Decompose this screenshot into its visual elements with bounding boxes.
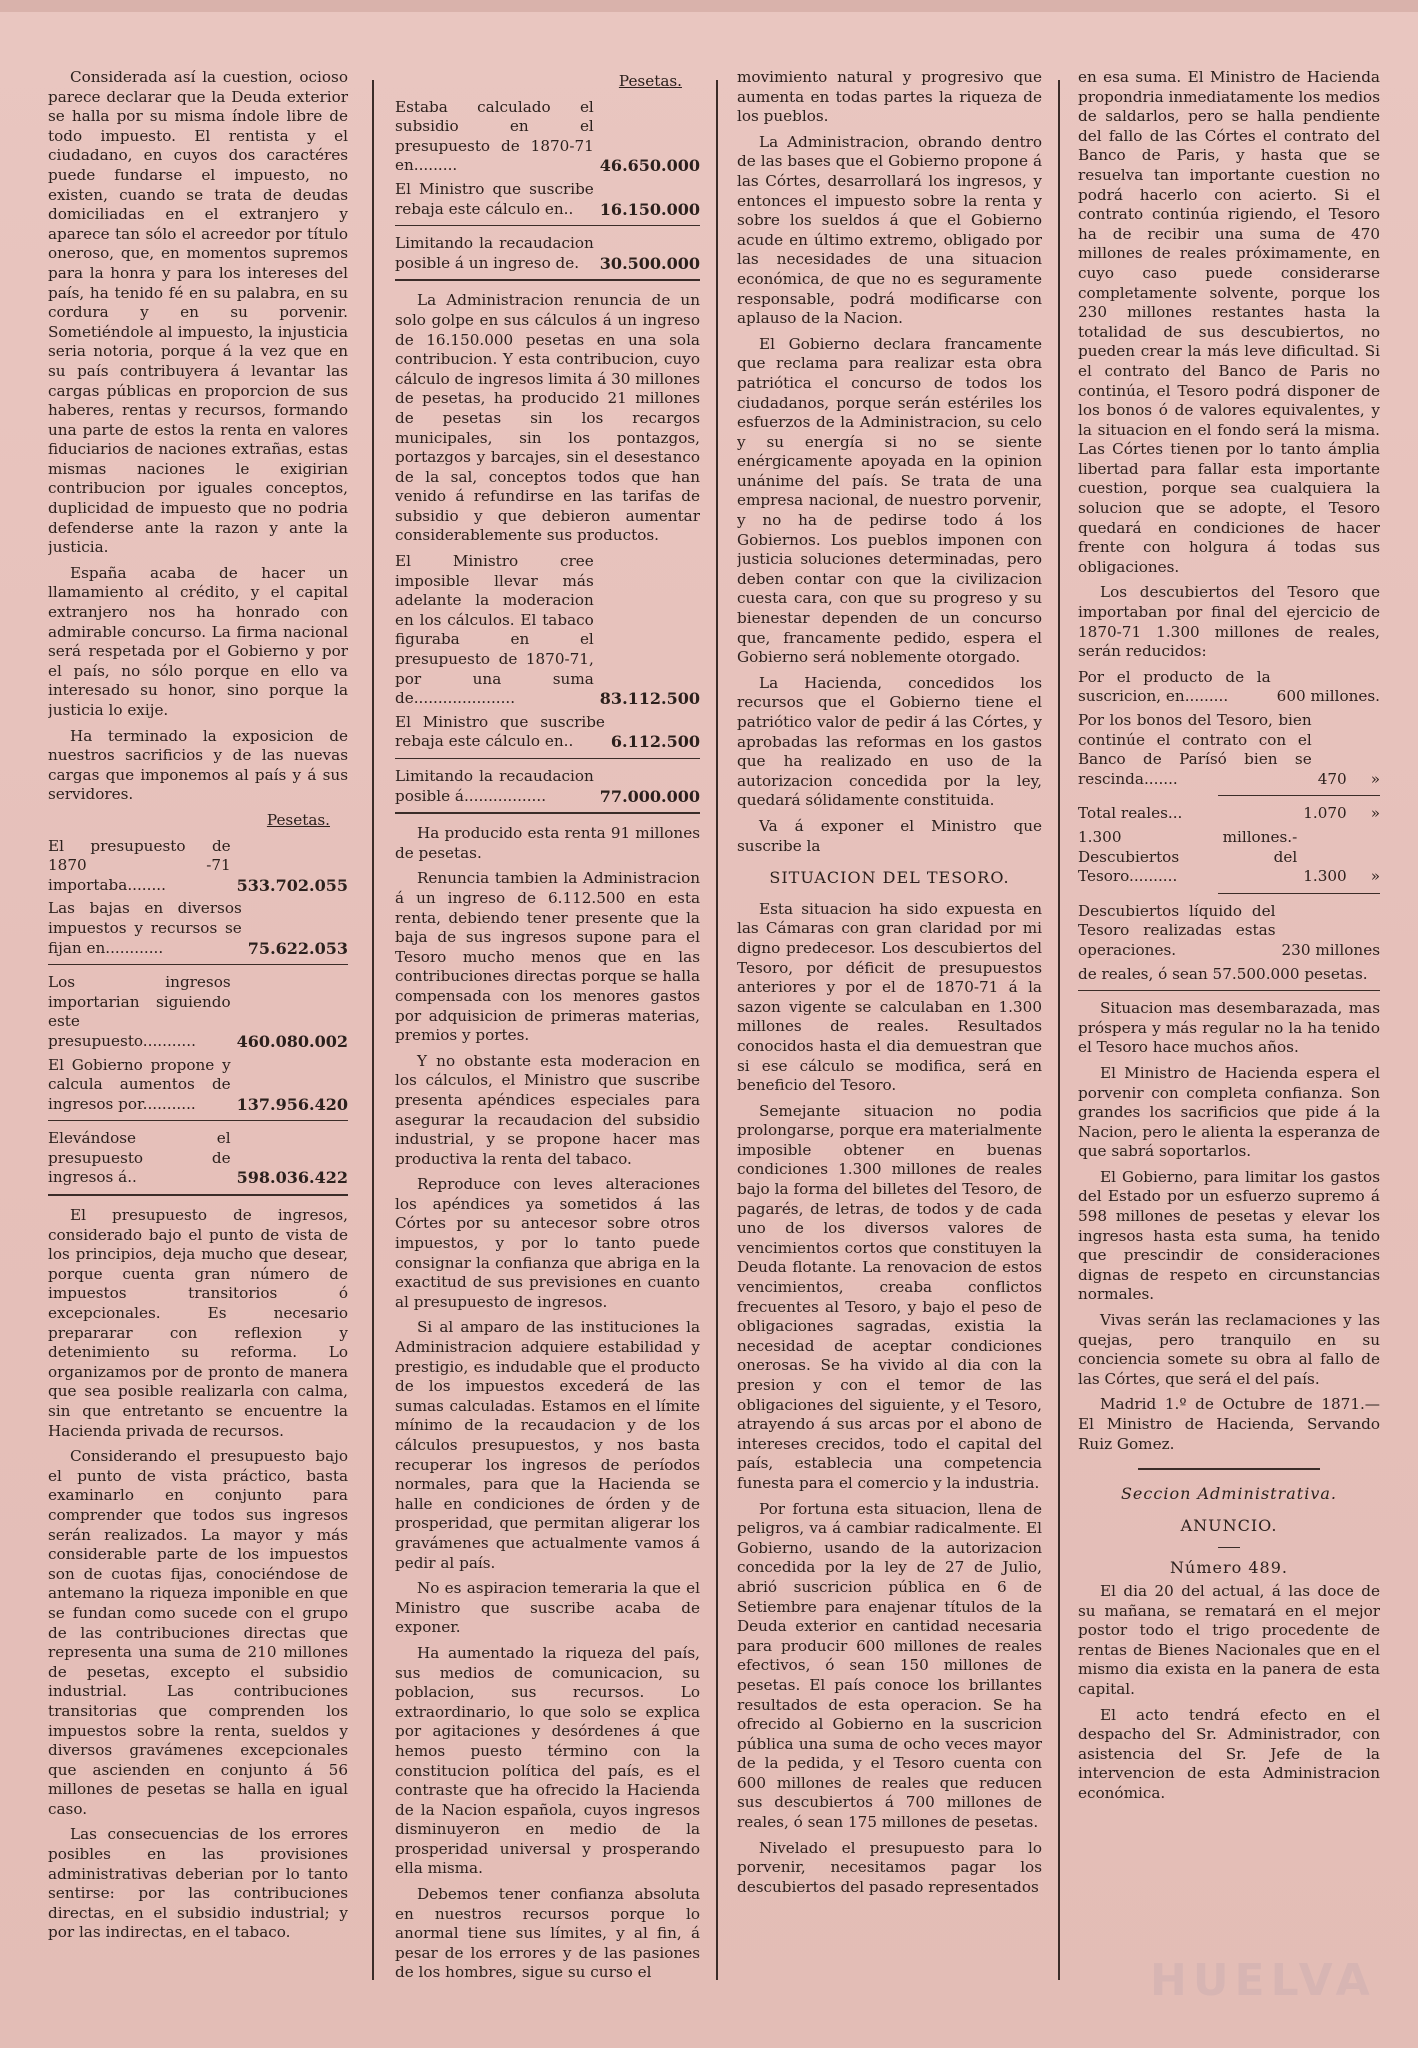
paragraph: La Administracion renuncia de un solo golpe en sus cálculos á un ingreso de 16.150.000 pesetas en una sola contribucion. Y esta contribucion, cuyo cálculo de ingresos limita á 30 millones de pesetas, ha producido 21 millones de pesetas sin los recargos municipales, sin los pontazgos, portazgos y barcajes, sin el desestanco de la sal, conceptos todos que han venido á refundirse en las tarifas de subsidio y que debieron aumentar considerablemente sus productos. xyxy=(395,291,700,545)
budget-row xyxy=(48,973,348,1051)
row-label: El Gobierno propone y calcula aumentos de ingresos por........... xyxy=(48,1055,231,1113)
row-amount: 6.112.500 xyxy=(610,732,700,752)
budget-row xyxy=(48,837,348,896)
budget-row xyxy=(48,1056,348,1115)
treasury-row xyxy=(1078,668,1380,707)
section-rule xyxy=(1138,1468,1320,1470)
paragraph: Va á exponer el Ministro que suscribe la xyxy=(737,816,1042,855)
short-rule xyxy=(1218,1547,1240,1548)
paragraph: El Gobierno, para limitar los gastos del Estado por un esfuerzo supremo á 598 millones de pesetas y elevar los ingresos hasta esta suma, ha tenido que prescindir de consideraciones dignas de respeto en circunstancias normales. xyxy=(1078,1167,1380,1304)
paragraph: Por fortuna esta situacion, llena de peligros, va á cambiar radicalmente. El Gobierno, usando de la autorizacion concedida por la ley de 27 de Julio, abrió suscricion pública en 6 de Setiembre para enajenar títulos de la Deuda exterior en cantidad necesaria para producir 600 millones de reales efectivos, ó sean 150 millones de pesetas. El país conoce los brillantes resultados de esta operacion. Se ha ofrecido al Gobierno en la suscricion pública una suma de ocho veces mayor de la pedida, y el Tesoro cuenta con 600 millones de reales que reducen sus descubiertos á 700 millones de reales, ó sean 175 millones de pesetas. xyxy=(737,1499,1042,1832)
paragraph: No es aspiracion temeraria la que el Ministro que suscribe acaba de exponer. xyxy=(395,1579,700,1637)
paragraph: El Gobierno declara francamente que reclama para realizar esta obra patriótica el concurso de todos los ciudadanos, porque serán estériles los esfuerzos de la Administracion, su celo y su energía si no se siente enérgicamente apoyada en la opinion unánime del país. Se trata de una empresa nacional, de nuestro porvenir, y no ha de pedirse todo á los Gobiernos. Los pueblos imponen con justicia soluciones determinadas, pero deben contar con que la civilizacion cuesta cara, con que su progreso y su bienestar dependen de un concurso que, francamente pedido, espera el Gobierno será noblemente otorgado. xyxy=(737,334,1042,667)
paragraph: movimiento natural y progresivo que aumenta en todas partes la riqueza de los pueblos. xyxy=(737,68,1042,126)
paragraph: Ha terminado la exposicion de nuestros sacrificios y de las nuevas cargas que imponemos al país y á sus servidores. xyxy=(48,726,348,804)
treasury-row xyxy=(1078,804,1380,824)
row-amount: 1.300 xyxy=(1303,867,1347,886)
row-label: Por los bonos del Tesoro, bien continúe el contrato con el Banco de Parísó bien se rescinda....... xyxy=(1078,711,1312,788)
pesetas-heading: Pesetas. xyxy=(618,72,682,90)
signature: Madrid 1.º de Octubre de 1871.— El Ministro de Hacienda, Servando Ruiz Gomez. xyxy=(1078,1395,1380,1453)
sum-rule xyxy=(1218,795,1380,796)
budget-row xyxy=(395,180,700,219)
paragraph: Ha producido esta renta 91 millones de pesetas. xyxy=(395,824,700,862)
section-heading: Seccion Administrativa. xyxy=(1120,1484,1338,1504)
budget-row xyxy=(395,98,700,176)
row-label: Los ingresos importarian siguiendo este presupuesto........... xyxy=(48,973,231,1050)
paragraph: en esa suma. El Ministro de Hacienda propondria inmediatamente los medios de saldarlos, pero se halla pendiente del fallo de las Córtes el contrato del Banco de Paris, y hasta que se resuelva tan importante cuestion no podrá hacerlo con acierto. Si el contrato continúa rigiendo, el Tesoro ha de recibir una suma de 470 millones de reales próximamente, en cuyo caso puede considerarse completamente solvente, porque los 230 millones restantes hasta la totalidad de sus descubiertos, no pueden crear la más leve dificultad. Si el contrato del Banco de Paris no continúa, el Tesoro podrá disponer de los bonos ó de valores equivalentes, y la situacion en el fondo será la misma. Las Córtes tienen por lo tanto ámplia libertad para fallar esta importante cuestion, porque sea cualquiera la solucion que se adopte, el Tesoro quedará en condiciones de hacer frente con holgura á todas sus obligaciones. xyxy=(1078,68,1380,576)
column-3 xyxy=(737,68,1042,1998)
paragraph: Renuncia tambien la Administracion á un ingreso de 6.112.500 en esta renta, debiendo tener presente que la baja de sus ingresos supone para el Tesoro mucho menos que en las contribuciones directas porque se halla compensada con los menores gastos por adquisicion de primeras materias, premios y portes. xyxy=(395,869,700,1045)
column-divider xyxy=(1058,80,1060,1980)
row-amount: 83.112.500 xyxy=(599,689,700,709)
paragraph: Las consecuencias de los errores posibles en las provisiones administrativas deberian por lo tanto sentirse: por las contribuciones directas, en el subsidio industrial; y por las indirectas, en el tabaco. xyxy=(48,1825,348,1942)
ditto-mark: » xyxy=(1370,804,1380,823)
row-amount: 30.500.000 xyxy=(599,253,700,273)
paragraph: Si al amparo de las instituciones la Administracion adquiere estabilidad y prestigio, es indudable que el producto de los impuestos excederá de las sumas calculadas. Estamos en el límite mínimo de la recaudacion y de los cálculos presupuestos, y nos basta recuperar los ingresos de períodos normales, para que la Hacienda se halle en condiciones de órden y de prosperidad, que permitan aligerar los gravámenes que actualmente vamos á pedir al país. xyxy=(395,1318,700,1572)
paragraph: La Administracion, obrando dentro de las bases que el Gobierno propone á las Córtes, desarrollará los ingresos, y entonces el impuesto sobre la renta y sobre los sueldos á que el Gobierno acude en último extremo, obligado por las necesidades de una situacion económica, de que no es seguramente responsable, podrá modificarse con aplauso de la Nacion. xyxy=(737,132,1042,328)
paragraph: La Hacienda, concedidos los recursos que el Gobierno tiene el patriótico valor de pedir á las Córtes, y aprobadas las reformas en los gastos que ha realizado en uso de la autorizacion concedida por la ley, quedará sólidamente constituida. xyxy=(737,673,1042,810)
sum-rule xyxy=(395,758,700,759)
section-rule xyxy=(395,812,700,814)
paragraph: España acaba de hacer un llamamiento al crédito, y el capital extranjero nos ha honrado con admirable concurso. La firma nacional será respetada por el Gobierno y por el país, no sólo porque en ello va interesado su honor, sino porque la justicia lo exije. xyxy=(48,563,348,719)
row-label: 1.300 millones.- Descubiertos del Tesoro.......... xyxy=(1078,827,1298,886)
budget-row xyxy=(48,1129,348,1188)
section-rule xyxy=(395,279,700,281)
row-amount: 77.000.000 xyxy=(599,786,700,806)
notice-heading: ANUNCIO. xyxy=(1180,1515,1278,1535)
budget-row xyxy=(395,234,700,273)
budget-row xyxy=(48,899,348,958)
row-amount: 470 xyxy=(1317,769,1347,788)
row-amount: 46.650.000 xyxy=(599,156,700,176)
paragraph: El acto tendrá efecto en el despacho del Sr. Administrador, con asistencia del Sr. Jefe de la intervencion de esta Administracion económica. xyxy=(1078,1705,1380,1802)
row-amount: 16.150.000 xyxy=(599,199,700,219)
paragraph: Debemos tener confianza absoluta en nuestros recursos porque lo anormal tiene sus límites, y al fin, á pesar de los errores y de las pasiones de los hombres, sigue su curso el xyxy=(395,1885,700,1982)
paragraph: Nivelado el presupuesto para lo porvenir, necesitamos pagar los descubiertos del pasado representados xyxy=(737,1838,1042,1896)
column-1 xyxy=(48,68,348,1998)
paragraph: Esta situacion ha sido expuesta en las Cámaras con gran claridad por mi digno predecesor. Los descubiertos del Tesoro, por déficit de presupuestos anteriores y por el de 1870-71 á la sazon vigente se calculaban en 1.300 millones de reales. Resultados conocidos hasta el dia demuestran que si ese cálculo se modifica, será en beneficio del Tesoro. xyxy=(737,899,1042,1095)
page-top-edge xyxy=(0,0,1418,12)
paragraph: Reproduce con leves alteraciones los apéndices ya sometidos á las Córtes por su antecesor sobre otros impuestos, y por lo tanto puede consignar la confianza que abriga en la exactitud de sus previsiones en cuanto al presupuesto de ingresos. xyxy=(395,1175,700,1311)
row-label: Por el producto de la suscricion, en......... xyxy=(1078,667,1271,706)
notice-number: Número 489. xyxy=(1170,1558,1288,1578)
row-label: Limitando la recaudacion posible á un ingreso de. xyxy=(395,234,594,272)
section-heading: SITUACION DEL TESORO. xyxy=(769,868,1010,888)
paragraph: El presupuesto de ingresos, considerado bajo el punto de vista de los principios, deja mucho que desear, porque cuenta gran número de impuestos transitorios ó excepcionales. Es necesario prepararar con reflexion y detenimiento su reforma. Lo organizamos por de pronto de manera que sea posible realizarla con calma, sin que entretanto se encuentre la Hacienda privada de recursos. xyxy=(48,1206,348,1440)
row-amount: 230 millones xyxy=(1281,940,1380,959)
paragraph: Y no obstante esta moderacion en los cálculos, el Ministro que suscribe presenta apéndices especiales para asegurar la recaudacion del subsidio industrial, y se propone hacer mas productiva la renta del tabaco. xyxy=(395,1051,700,1168)
paragraph: Considerando el presupuesto bajo el punto de vista práctico, basta examinarlo en conjunto para comprender que todos sus ingresos serán realizados. La mayor y más considerable parte de los impuestos son de cuotas fijas, conociéndose de antemano la riqueza imponible en que se fundan como sucede con el grupo de las contribuciones directas que representa una suma de 210 millones de pesetas, excepto el subsidio industrial. Las contribuciones transitorias que comprenden los impuestos sobre la renta, sueldos y diversos gravámenes excepcionales que ascienden en conjunto á 56 millones de pesetas se halla en igual caso. xyxy=(48,1447,348,1818)
paragraph: Considerada así la cuestion, ocioso parece declarar que la Deuda exterior se halla por su misma índole libre de todo impuesto. El rentista y el ciudadano, en cuyos dos caractéres puede fundarse el impuesto, no existen, cuando se trata de deudas domiciliadas en el extranjero y aparece tan sólo el acreedor por título oneroso, que, en momentos supremos para la honra y para los intereses del país, ha tenido fé en su palabra, en su cordura y en su porvenir. Sometiéndole al impuesto, la injusticia seria notoria, porque á la vez que en su país contribuyera á levantar las cargas públicas en proporcion de sus haberes, rentas y recursos, formando una parte de estos la renta en valores fiduciarios de naciones extrañas, estas mismas naciones le exigirian contribucion por iguales conceptos, duplicidad de impuesto que no podria defenderse ante la razon y ante la justicia. xyxy=(48,68,348,557)
treasury-row xyxy=(1078,902,1380,961)
pesetas-heading: Pesetas. xyxy=(266,810,330,829)
paragraph: Situacion mas desembarazada, mas próspera y más regular no la ha tenido el Tesoro hace muchos años. xyxy=(1078,999,1380,1057)
sum-rule xyxy=(395,225,700,226)
row-label: Total reales... xyxy=(1078,804,1183,823)
budget-row xyxy=(395,552,700,709)
row-label: El Ministro cree imposible llevar más adelante la moderacion en los cálculos. El tabaco figuraba en el presupuesto de 1870-71, por una suma de..................... xyxy=(395,552,594,708)
ditto-mark: » xyxy=(1370,769,1380,788)
row-label: El presupuesto de 1870 -71 importaba........ xyxy=(48,836,231,894)
paragraph: Vivas serán las reclamaciones y las quejas, pero tranquilo en su conciencia somete su obra al fallo de las Córtes, que será el del país. xyxy=(1078,1311,1380,1388)
row-label: El Ministro que suscribe rebaja este cálculo en.. xyxy=(395,712,605,751)
paragraph: El dia 20 del actual, á las doce de su mañana, se rematará en el mejor postor todo el trigo procedente de rentas de Bienes Nacionales que en el mismo dia exista en la panera de esta capital. xyxy=(1078,1581,1380,1698)
row-label: Las bajas en diversos impuestos y recursos se fijan en............ xyxy=(48,899,242,957)
sum-rule xyxy=(48,1120,348,1121)
treasury-row xyxy=(1078,711,1380,789)
row-label: Elevándose el presupuesto de ingresos á.. xyxy=(48,1129,231,1187)
row-label: Descubiertos líquido del Tesoro realizadas estas operaciones. xyxy=(1078,901,1276,959)
paragraph: El Ministro de Hacienda espera el porvenir con completa confianza. Son grandes los sacrificios que pide á la Nacion, pero le alienta la esperanza de que sabrá soportarlos. xyxy=(1078,1063,1380,1161)
budget-row xyxy=(395,713,700,752)
row-label: Limitando la recaudacion posible á................. xyxy=(395,767,594,805)
section-rule xyxy=(1078,990,1380,991)
column-4 xyxy=(1078,68,1380,1998)
paragraph: Semejante situacion no podia prolongarse, porque era materialmente imposible obtener en buenas condiciones 1.300 millones de reales bajo la forma del billetes del Tesoro, de pagarés, de letras, de todos y de cada uno de los diversos valores de vencimientos cortos que constituyen la Deuda flotante. La renovacion de estos vencimientos, creaba conflictos frecuentes al Tesoro, y bajo el peso de obligaciones sagradas, existia la necesidad de aceptar condiciones onerosas. Se ha vivido al dia con la presion y con el temor de las obligaciones del siguiente, y el Tesoro, atrayendo á sus arcas por el abono de intereses crecidos, todo el capital del país, establecia una competencia funesta para el comercio y la industria. xyxy=(737,1101,1042,1492)
sum-rule xyxy=(1218,893,1380,894)
budget-row xyxy=(395,767,700,806)
row-amount: 600 millones. xyxy=(1276,687,1380,706)
row-amount: 533.702.055 xyxy=(236,875,348,895)
column-2 xyxy=(395,68,700,1998)
row-amount: 598.036.422 xyxy=(236,1168,348,1188)
paragraph: de reales, ó sean 57.500.000 pesetas. xyxy=(1078,964,1368,983)
row-label: El Ministro que suscribe rebaja este cálculo en.. xyxy=(395,179,594,218)
row-amount: 137.956.420 xyxy=(236,1094,348,1114)
row-amount: 75.622.053 xyxy=(247,938,348,958)
sum-rule xyxy=(48,964,348,965)
section-rule xyxy=(48,1194,348,1196)
column-divider xyxy=(716,80,718,1980)
paragraph: Ha aumentado la riqueza del país, sus medios de comunicacion, su poblacion, sus recursos. Lo extraordinario, lo que solo se explica por agitaciones y desórdenes á que hemos puesto término con la constitucion política del país, es el contraste que ha ofrecido la Hacienda de la Nacion española, cuyos ingresos disminuyeron en medio de la prosperidad universal y prosperando ella misma. xyxy=(395,1643,700,1878)
row-label: Estaba calculado el subsidio en el presupuesto de 1870-71 en......... xyxy=(395,97,594,175)
paragraph: Los descubiertos del Tesoro que importaban por final del ejercicio de 1870-71 1.300 millones de reales, serán reducidos: xyxy=(1078,583,1380,661)
ditto-mark: » xyxy=(1370,867,1380,886)
row-amount: 1.070 xyxy=(1303,804,1347,823)
row-amount: 460.080.002 xyxy=(236,1031,348,1051)
archive-watermark: HUELVA xyxy=(1150,1955,1376,2006)
column-divider xyxy=(372,80,374,1980)
treasury-row xyxy=(1078,828,1380,887)
